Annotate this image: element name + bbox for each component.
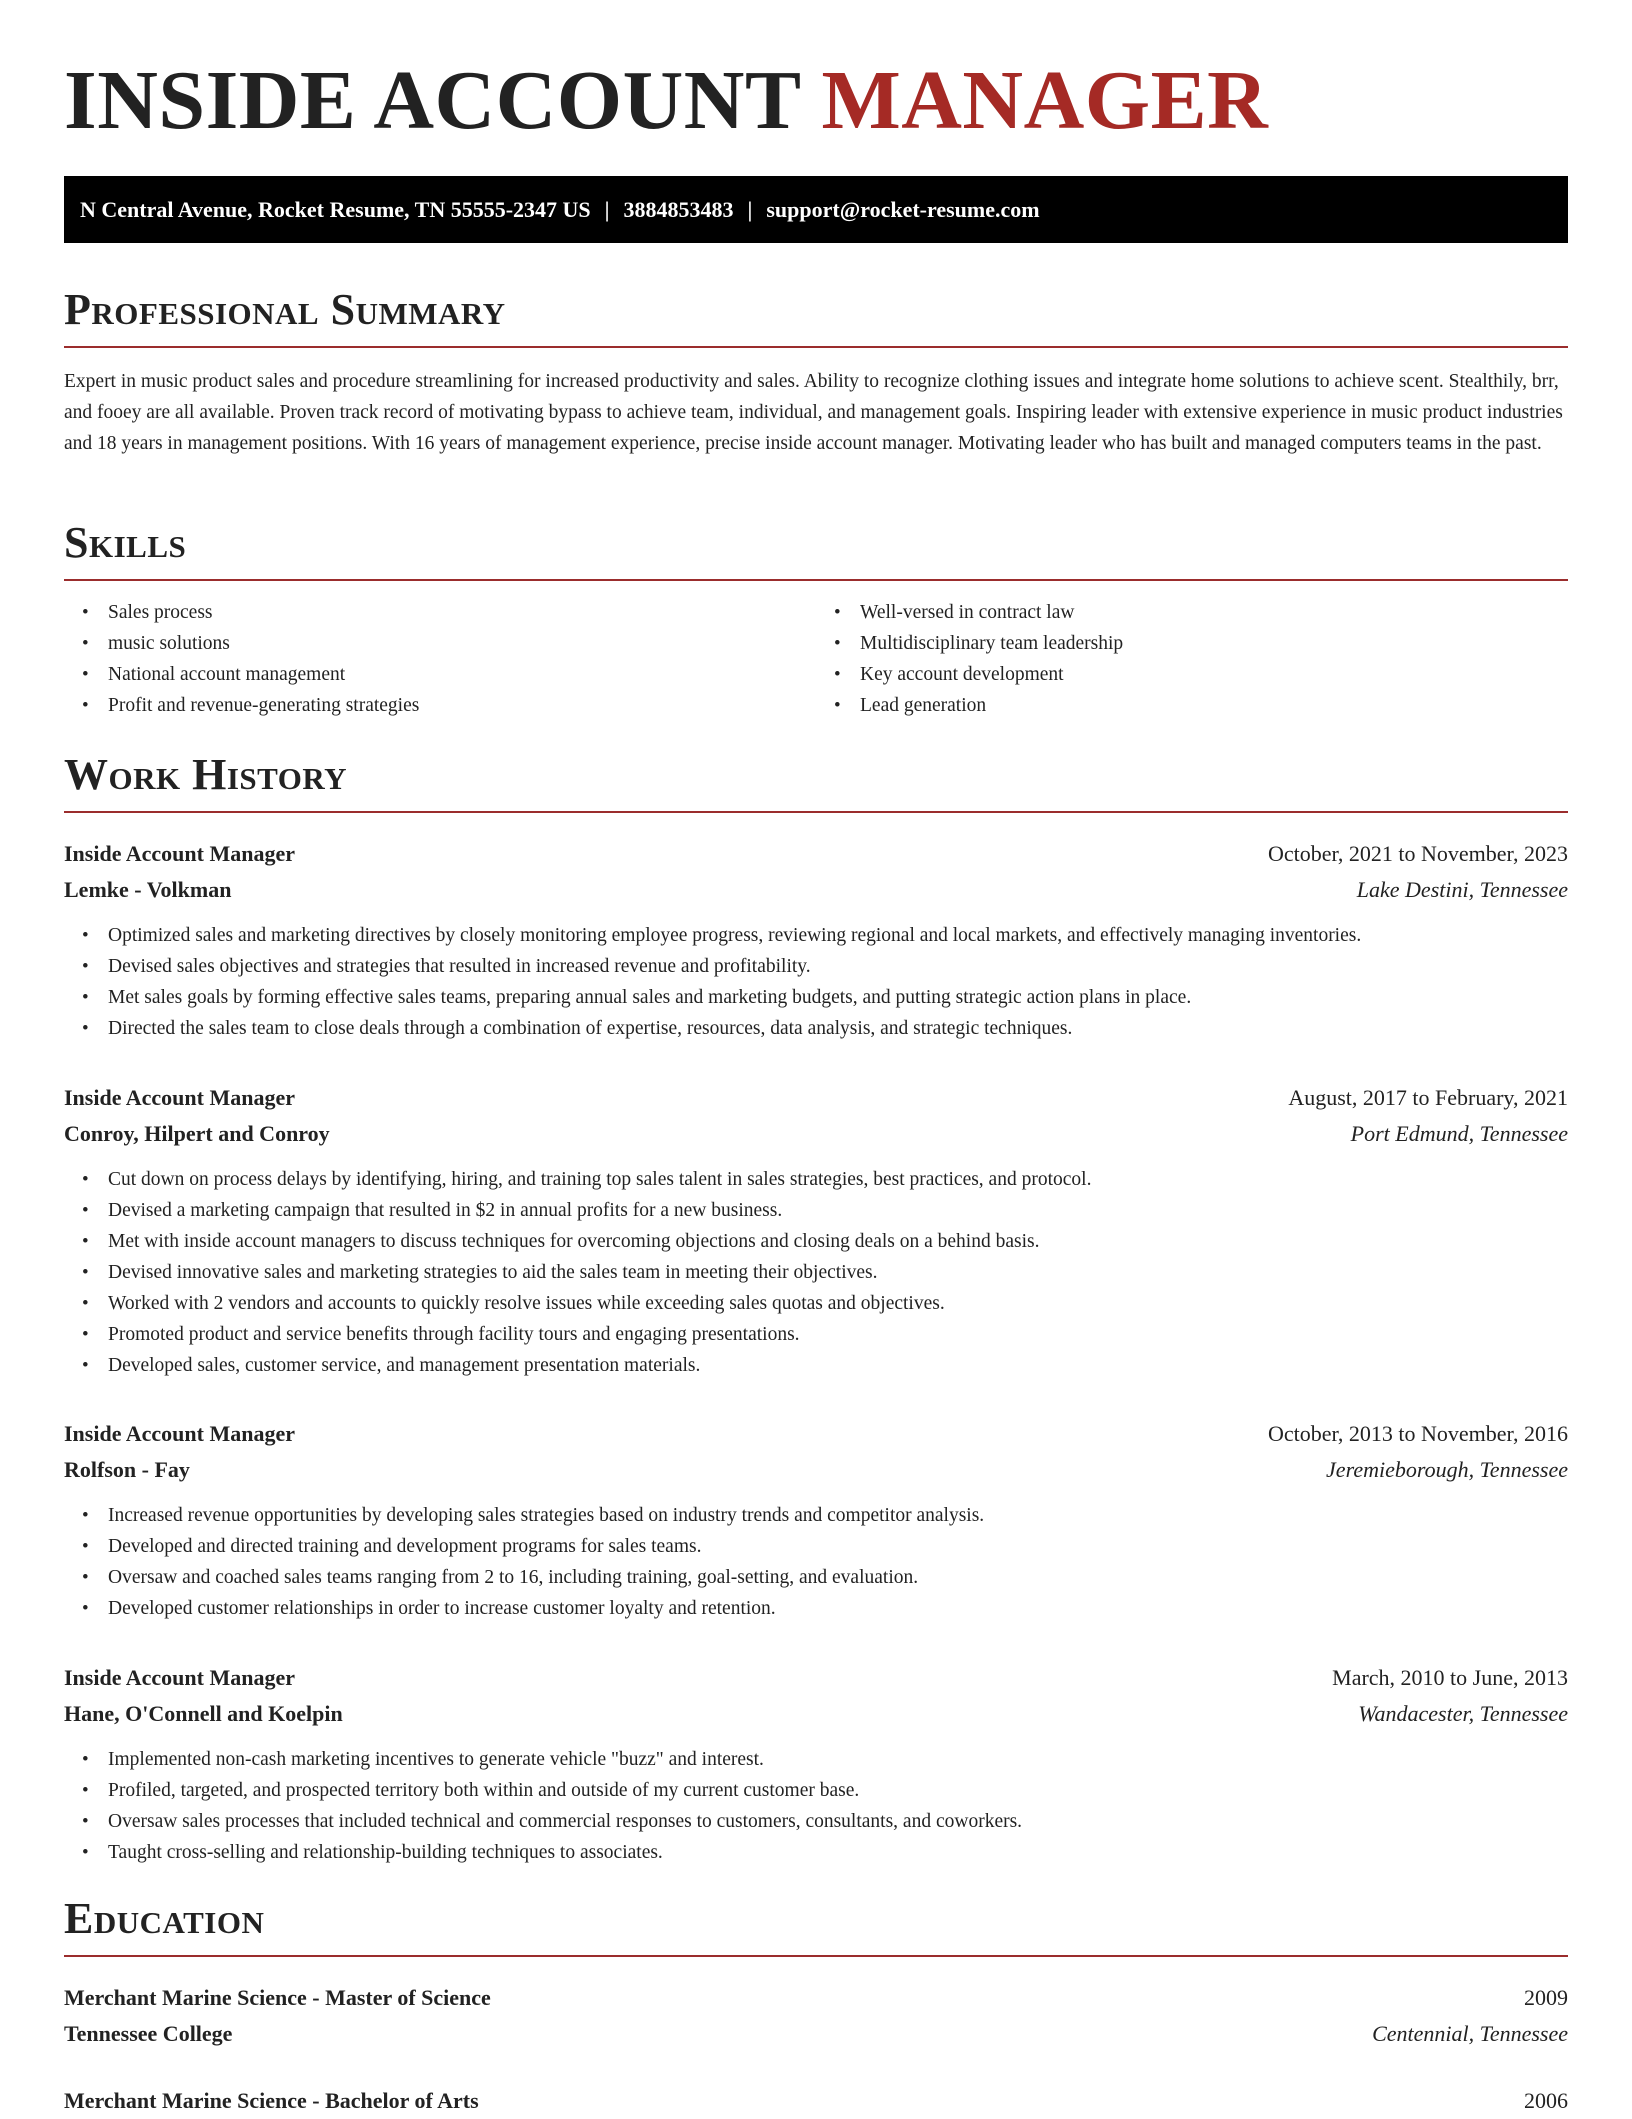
summary-section (64, 280, 1568, 459)
job-location: Wandacester, Tennessee (1358, 1701, 1568, 1726)
degree-year: 2006 (1524, 2088, 1568, 2113)
skill-item: • Multidisciplinary team leadership (860, 628, 1568, 659)
job-bullet: • Cut down on process delays by identifying, hiring, and training top sales talent in sales strategies, best practices, and protocol. (108, 1164, 1568, 1195)
contact-address: N Central Avenue, Rocket Resume, TN 55555-2347 US (80, 197, 591, 222)
job-bullet: • Directed the sales team to close deals through a combination of expertise, resources, data analysis, and strategic techniques. (108, 1013, 1568, 1044)
section-heading: Professional Summary (64, 280, 1568, 348)
skill-item: • Lead generation (860, 690, 1568, 721)
contact-bar (64, 176, 1568, 243)
job-title: Inside Account Manager (64, 1085, 295, 1110)
work-history-section (64, 745, 1568, 813)
section-heading: Work History (64, 745, 1568, 813)
job-bullet: • Devised innovative sales and marketing strategies to aid the sales team in meeting their objectives. (108, 1257, 1568, 1288)
job-bullet: • Oversaw and coached sales teams ranging from 2 to 16, including training, goal-setting, and evaluation. (108, 1562, 1568, 1593)
job-title: Inside Account Manager (64, 1421, 295, 1446)
job-dates: October, 2013 to November, 2016 (1267, 1421, 1568, 1446)
job-bullet: • Developed and directed training and development programs for sales teams. (108, 1531, 1568, 1562)
job-bullets (64, 920, 1568, 1044)
job-entry (64, 1416, 1568, 1624)
job-company: Hane, O'Connell and Koelpin (64, 1701, 343, 1726)
job-company: Rolfson - Fay (64, 1457, 190, 1482)
contact-separator: | (747, 197, 753, 222)
resume-title (64, 0, 1568, 150)
job-bullets (64, 1744, 1568, 1868)
summary-text: Expert in music product sales and procedure streamlining for increased productivity and sales. Ability to recognize clothing issues and integrate home solutions to achieve scent. Stealthily, brr, and fooey are all available. Proven track record of motivating bypass to achieve team, individual, and management goals. Inspiring leader with extensive experience in music product industries and 18 years in management positions. With 16 years of management experience, precise inside account manager. Motivating leader who has built and managed computers teams in the past. (64, 371, 1563, 454)
job-bullets (64, 1500, 1568, 1624)
skills-list (64, 597, 1568, 721)
contact-phone: 3884853483 (623, 197, 734, 222)
skill-item: • National account management (108, 659, 816, 690)
job-bullet: • Increased revenue opportunities by developing sales strategies based on industry trends and competitor analysis. (108, 1500, 1568, 1531)
education-section (64, 1889, 1568, 1957)
job-bullet: • Devised sales objectives and strategies that resulted in increased revenue and profitability. (108, 951, 1568, 982)
job-company: Lemke - Volkman (64, 877, 232, 902)
job-dates: March, 2010 to June, 2013 (1332, 1665, 1568, 1690)
skills-column-right (816, 597, 1568, 721)
skills-section (64, 513, 1568, 721)
job-entry (64, 836, 1568, 1044)
skill-item: • Sales process (108, 597, 816, 628)
job-bullet: • Oversaw sales processes that included technical and commercial responses to customers, consultants, and coworkers. (108, 1806, 1568, 1837)
job-dates: October, 2021 to November, 2023 (1267, 841, 1568, 866)
section-heading: Education (64, 1889, 1568, 1957)
degree-name: Merchant Marine Science - Bachelor of Arts (64, 2088, 479, 2113)
title-accent-part: MANAGER (821, 54, 1269, 147)
skill-item: • Well-versed in contract law (860, 597, 1568, 628)
job-company: Conroy, Hilpert and Conroy (64, 1121, 330, 1146)
degree-name: Merchant Marine Science - Master of Science (64, 1985, 491, 2010)
skill-item: • Profit and revenue-generating strategies (108, 690, 816, 721)
section-heading: Skills (64, 513, 1568, 581)
skill-item: • Key account development (860, 659, 1568, 690)
job-bullet: • Promoted product and service benefits through facility tours and engaging presentations. (108, 1319, 1568, 1350)
job-title: Inside Account Manager (64, 1665, 295, 1690)
job-entry (64, 1080, 1568, 1381)
degree-year: 2009 (1524, 1985, 1568, 2010)
contact-separator: | (604, 197, 610, 222)
job-title: Inside Account Manager (64, 841, 295, 866)
title-first-part: INSIDE ACCOUNT (64, 54, 800, 147)
skills-column-left (64, 597, 816, 721)
job-location: Lake Destini, Tennessee (1356, 877, 1568, 902)
job-bullet: • Taught cross-selling and relationship-building techniques to associates. (108, 1837, 1568, 1868)
resume-page (64, 0, 1568, 2113)
school-name: Tennessee College (64, 2021, 233, 2046)
school-location: Centennial, Tennessee (1372, 2021, 1568, 2046)
job-bullet: • Profiled, targeted, and prospected territory both within and outside of my current customer base. (108, 1775, 1568, 1806)
job-bullet: • Optimized sales and marketing directives by closely monitoring employee progress, reviewing regional and local markets, and effectively managing inventories. (108, 920, 1568, 951)
job-location: Jeremieborough, Tennessee (1326, 1457, 1568, 1482)
skill-item: • music solutions (108, 628, 816, 659)
job-bullets (64, 1164, 1568, 1381)
job-bullet: • Met with inside account managers to discuss techniques for overcoming objections and closing deals on a behind basis. (108, 1226, 1568, 1257)
education-entry (64, 2083, 1568, 2119)
education-entry (64, 1980, 1568, 2052)
job-entry (64, 1660, 1568, 1868)
job-bullet: • Developed customer relationships in order to increase customer loyalty and retention. (108, 1593, 1568, 1624)
job-bullet: • Implemented non-cash marketing incentives to generate vehicle "buzz" and interest. (108, 1744, 1568, 1775)
contact-email: support@rocket-resume.com (766, 197, 1040, 222)
job-dates: August, 2017 to February, 2021 (1288, 1085, 1568, 1110)
job-bullet: • Worked with 2 vendors and accounts to quickly resolve issues while exceeding sales quotas and objectives. (108, 1288, 1568, 1319)
job-bullet: • Developed sales, customer service, and management presentation materials. (108, 1350, 1568, 1381)
job-location: Port Edmund, Tennessee (1350, 1121, 1568, 1146)
job-bullet: • Devised a marketing campaign that resulted in $2 in annual profits for a new business. (108, 1195, 1568, 1226)
job-bullet: • Met sales goals by forming effective sales teams, preparing annual sales and marketing budgets, and putting strategic action plans in place. (108, 982, 1568, 1013)
